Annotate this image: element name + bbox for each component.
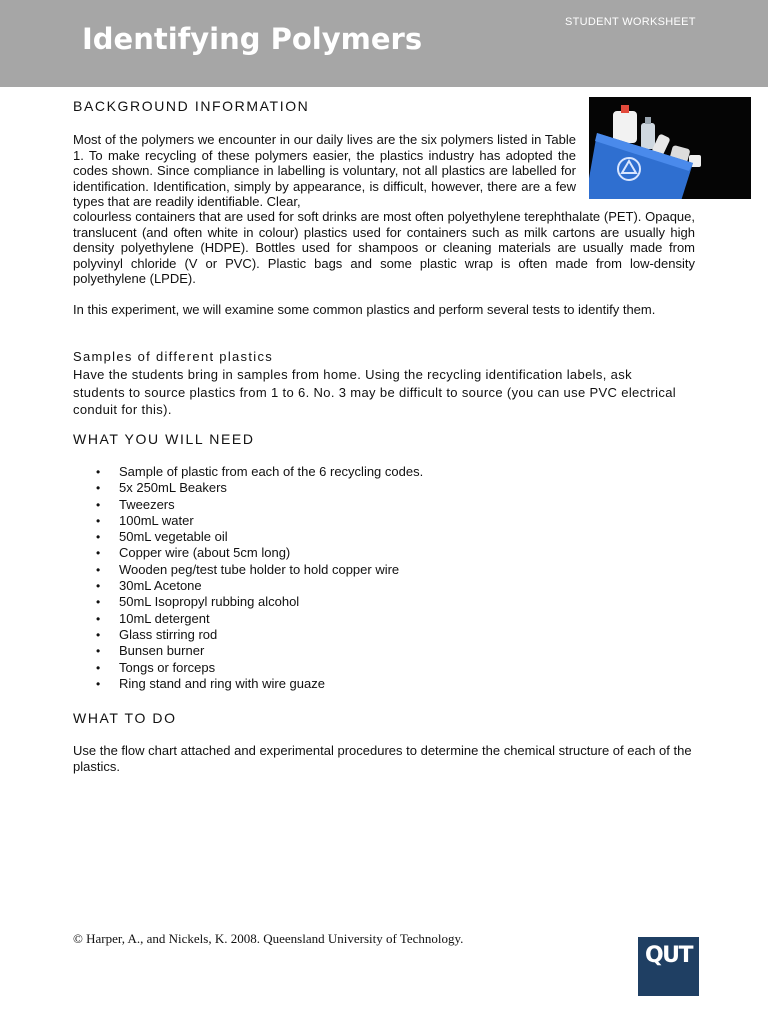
- list-item: • Tweezers: [96, 497, 423, 513]
- list-item: • Sample of plastic from each of the 6 recycling codes.: [96, 464, 423, 480]
- list-item: • Wooden peg/test tube holder to hold copper wire: [96, 562, 423, 578]
- qut-logo: [638, 937, 699, 996]
- list-item: • 100mL water: [96, 513, 423, 529]
- recycling-bin-photo: [589, 97, 751, 199]
- logo-text: QUT: [644, 943, 693, 968]
- background-paragraph-2: In this experiment, we will examine some common plastics and perform several tests to identify them.: [73, 302, 656, 317]
- samples-text: Have the students bring in samples from home. Using the recycling identification labels, ask students to source plastics from 1 to 6. No. 3 may be difficult to source (you can use PVC electrical conduit for this).: [73, 367, 677, 417]
- materials-list: [96, 464, 423, 692]
- list-item: • Bunsen burner: [96, 643, 423, 659]
- footer-copyright: © Harper, A., and Nickels, K. 2008. Queensland University of Technology.: [73, 931, 464, 946]
- list-item: • Tongs or forceps: [96, 660, 423, 676]
- list-item: • Glass stirring rod: [96, 627, 423, 643]
- list-item: • 30mL Acetone: [96, 578, 423, 594]
- recycling-bin-icon: [589, 97, 751, 199]
- list-item: • Ring stand and ring with wire guaze: [96, 676, 423, 692]
- need-heading: WHAT YOU WILL NEED: [73, 431, 255, 447]
- list-item: • 5x 250mL Beakers: [96, 480, 423, 496]
- background-heading: BACKGROUND INFORMATION: [73, 98, 310, 114]
- samples-heading: Samples of different plastics: [73, 349, 274, 364]
- list-item: • 10mL detergent: [96, 611, 423, 627]
- todo-text: Use the flow chart attached and experimental procedures to determine the chemical structure of each of the plastics.: [73, 743, 692, 774]
- background-paragraph-continued: colourless containers that are used for soft drinks are most often polyethylene terephthalate (PET). Opaque, translucent (and often white in colour) plastics used for containers such as milk cartons are usually high density polyethylene (HDPE). Bottles used for shampoos or cleaning materials are usually made from polyvinyl chloride (V or PVC). Plastic bags and some plastic wrap is often made from low-density polyethylene (LPDE).: [73, 209, 695, 286]
- todo-heading: WHAT TO DO: [73, 710, 177, 726]
- page-title: Identifying Polymers: [82, 22, 423, 56]
- list-item: • 50mL vegetable oil: [96, 529, 423, 545]
- list-item: • Copper wire (about 5cm long): [96, 545, 423, 561]
- header-band: [0, 0, 768, 87]
- list-item: • 50mL Isopropyl rubbing alcohol: [96, 594, 423, 610]
- worksheet-label: STUDENT WORKSHEET: [565, 16, 696, 28]
- background-paragraph-wrapped: Most of the polymers we encounter in our daily lives are the six polymers listed in Table 1. To make recycling of these polymers easier, the plastics industry has adopted the codes shown. Since compliance in labelling is voluntary, not all plastics are labelled for identification. Identification, simply by appearance, is difficult, however, there are a few types that are readily identifiable. Clear,: [73, 132, 576, 209]
